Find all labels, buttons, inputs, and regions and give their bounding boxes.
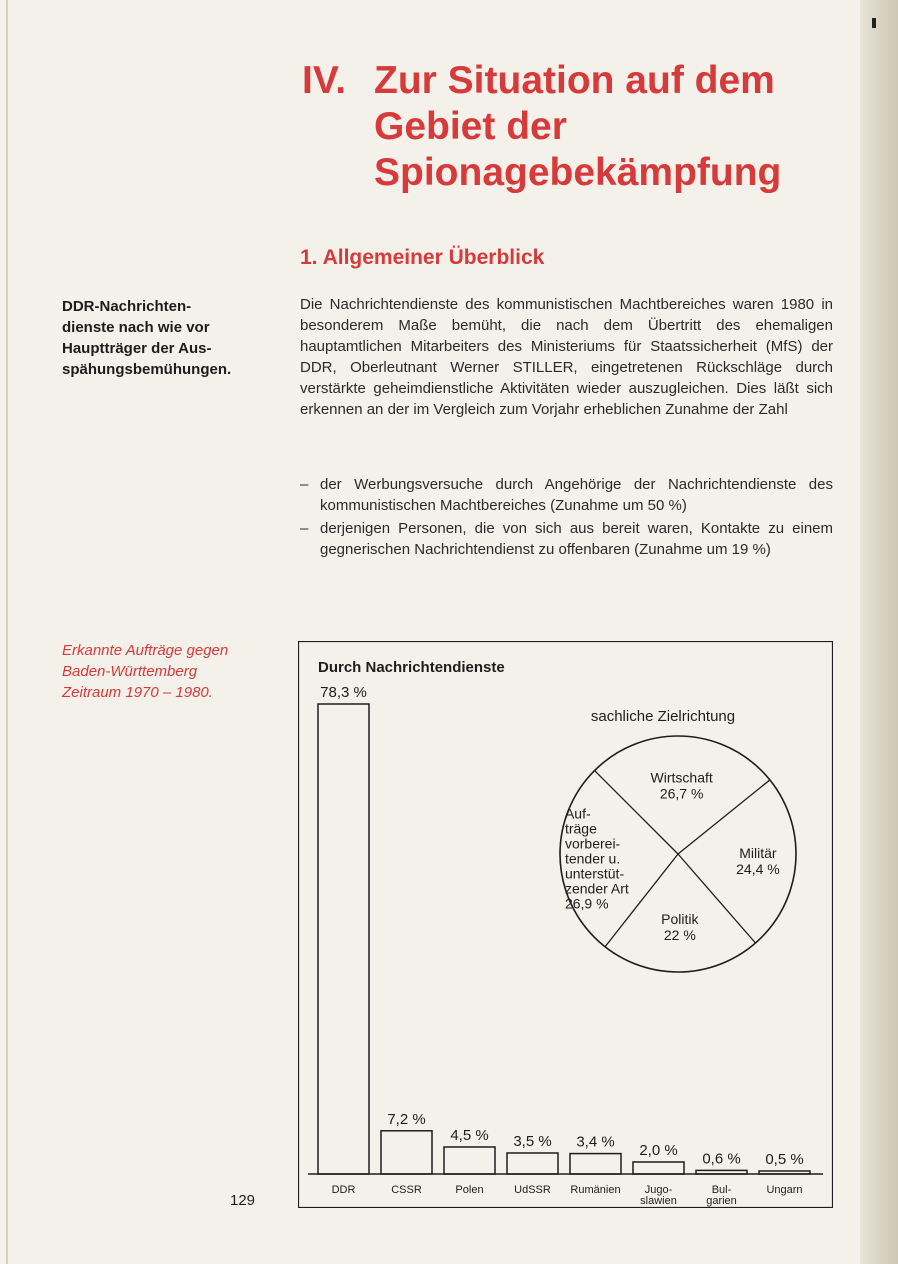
chapter-title-line-3: Spionagebekämpfung <box>374 151 782 194</box>
pie-slice-label: tender u. <box>564 850 621 867</box>
sidenote-line: dienste nach wie vor <box>62 319 210 336</box>
bar-series <box>318 684 810 1207</box>
chapter-title-line-2: Gebiet der <box>374 105 567 148</box>
bar <box>570 1154 621 1174</box>
bar-category-label: Polen <box>455 1184 484 1196</box>
bar-value-label: 7,2 % <box>387 1110 426 1128</box>
pie-slice-label: unterstüt- <box>564 865 625 882</box>
pie-slice-label: Auf- <box>564 805 591 822</box>
bullet-text: derjenigen Personen, die von sich aus bereit waren, Kontakte zu einem gegnerischen Nachrichtendienst zu offenbaren (Zunahme um 19 %) <box>320 520 833 558</box>
body-paragraph: Die Nachrichtendienste des kommunistischen Machtbereiches waren 1980 in besonderem Maße bemüht, die nach dem Übertritt des ehemaligen hauptamtlichen Mitarbeiters des Ministeriums für Staatssicherheit (MfS) der DDR, Oberleutnant Werner STILLER, eingetretenen Rückschläge durch verstärkte geheimdienstliche Aktivitäten wieder auszugleichen. Dies läßt sich erkennen an der im Vergleich zum Vorjahr erheblichen Zunahme der Zahl <box>300 296 833 418</box>
bar-category-label: Jugo- <box>644 1184 673 1196</box>
chapter-title <box>302 58 842 196</box>
bullet-item <box>300 518 833 560</box>
pie-slice-label: Politik <box>661 911 699 928</box>
bar-value-label: 3,5 % <box>513 1132 552 1150</box>
bar-category-label: slawien <box>640 1195 677 1207</box>
bar <box>318 704 369 1174</box>
bar-chart-title: Durch Nachrichtendienste <box>318 659 505 676</box>
figure-caption <box>62 640 282 703</box>
bar <box>444 1147 495 1174</box>
figure <box>298 641 833 1208</box>
page-gutter-rule <box>6 0 8 1264</box>
bar-category-label: UdSSR <box>514 1184 551 1196</box>
sidenote-line: DDR-Nachrichten- <box>62 298 192 315</box>
caption-line: Erkannte Aufträge gegen <box>62 642 229 659</box>
bar <box>381 1131 432 1174</box>
bar-value-label: 78,3 % <box>320 684 367 701</box>
sidenote <box>62 296 282 380</box>
pie-slice-label: 24,4 % <box>736 861 780 878</box>
bar-category-label: garien <box>706 1195 737 1207</box>
bar-value-label: 2,0 % <box>639 1141 678 1159</box>
page-number: 129 <box>230 1192 256 1209</box>
pie-slice-label: Militär <box>739 845 777 862</box>
bar-category-label: Ungarn <box>766 1184 803 1196</box>
pie-chart <box>560 736 796 972</box>
pie-slice-label: 26,7 % <box>659 785 704 802</box>
figure-frame <box>299 642 833 1208</box>
pie-slice-label: 26,9 % <box>564 895 609 912</box>
bar-value-label: 3,4 % <box>576 1133 615 1151</box>
figure-svg <box>298 641 833 1208</box>
section-title: 1. Allgemeiner Überblick <box>300 246 545 269</box>
pie-chart-title: sachliche Zielrichtung <box>590 708 736 725</box>
bar-value-label: 4,5 % <box>450 1126 489 1144</box>
bullet-item <box>300 474 833 516</box>
bar <box>507 1153 558 1174</box>
bar-category-label: Bul- <box>711 1184 732 1196</box>
pie-slice-label: zender Art <box>564 880 629 897</box>
bar-value-label: 0,6 % <box>702 1150 741 1168</box>
caption-line: Baden-Württemberg <box>62 663 198 680</box>
page-edge <box>860 0 898 1264</box>
bar-category-label: CSSR <box>391 1184 422 1196</box>
pie-slice-label: 22 % <box>663 927 696 944</box>
sidenote-line: spähungsbemühungen. <box>62 361 232 378</box>
bar-value-label: 0,5 % <box>765 1150 804 1168</box>
bullet-dash: – <box>300 520 309 537</box>
edge-mark <box>872 18 876 28</box>
bar <box>696 1170 747 1174</box>
bullet-text: der Werbungsversuche durch Angehörige der Nachrichtendienste des kommunistischen Machtbereiches (Zunahme um 50 %) <box>320 476 833 514</box>
bullet-dash: – <box>300 476 309 493</box>
bar-category-label: DDR <box>331 1184 356 1196</box>
bar-category-label: Rumänien <box>570 1184 621 1196</box>
chapter-number: IV. <box>302 59 347 102</box>
sidenote-line: Hauptträger der Aus- <box>62 340 212 357</box>
pie-slice-label: Wirtschaft <box>650 769 713 786</box>
caption-line: Zeitraum 1970 – 1980. <box>62 684 213 701</box>
bullet-list <box>300 474 833 560</box>
pie-slice-label: vorberei- <box>564 835 621 852</box>
bar <box>759 1171 810 1174</box>
chapter-title-line-1: Zur Situation auf dem <box>374 59 775 102</box>
pie-slice-label: träge <box>564 820 597 837</box>
bar <box>633 1162 684 1174</box>
